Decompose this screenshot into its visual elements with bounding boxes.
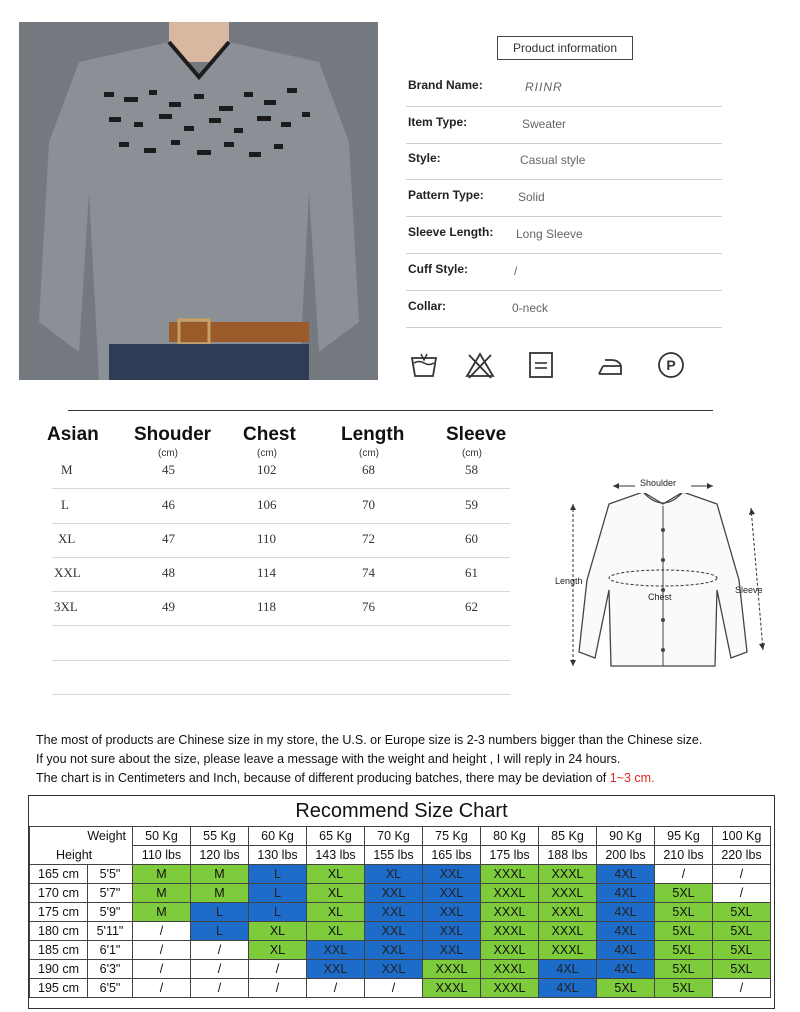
info-label: Pattern Type: xyxy=(408,188,484,202)
height-row xyxy=(30,941,771,960)
size-cell: 59 xyxy=(465,497,478,512)
diagram-label-sleeve: Sleeve xyxy=(735,585,763,595)
recommended-size-cell: / xyxy=(655,865,713,884)
info-row-pattern-type xyxy=(406,180,722,217)
weight-lbs-cell: 220 lbs xyxy=(713,846,771,865)
weight-lbs-cell: 188 lbs xyxy=(539,846,597,865)
height-cm-cell: 170 cm xyxy=(30,884,88,903)
recommended-size-cell: / xyxy=(191,979,249,998)
recommended-size-cell: M xyxy=(133,865,191,884)
recommended-size-cell: 4XL xyxy=(597,941,655,960)
recommended-size-cell: / xyxy=(191,941,249,960)
weight-kg-cell: 60 Kg xyxy=(249,827,307,846)
height-ft-cell: 5'7" xyxy=(88,884,133,903)
recommended-size-cell: / xyxy=(713,979,771,998)
weight-lbs-cell: 110 lbs xyxy=(133,846,191,865)
recommended-size-cell: 4XL xyxy=(539,979,597,998)
info-row-item-type xyxy=(406,107,722,144)
recommended-size-cell: / xyxy=(713,865,771,884)
diagram-label-chest: Chest xyxy=(648,592,672,602)
size-cell: 118 xyxy=(257,599,277,614)
size-row xyxy=(52,523,510,558)
recommended-size-cell: XL xyxy=(307,903,365,922)
height-row xyxy=(30,960,771,979)
recommended-size-cell: 4XL xyxy=(597,903,655,922)
recommended-size-cell: / xyxy=(307,979,365,998)
measurement-diagram xyxy=(551,470,776,675)
col-header-length: Length xyxy=(341,424,405,445)
size-row xyxy=(52,454,510,489)
size-cell: 58 xyxy=(465,462,478,477)
weight-label: Weight xyxy=(87,829,126,844)
height-row xyxy=(30,922,771,941)
iron-icon xyxy=(595,350,625,380)
info-value: 0-neck xyxy=(512,301,549,315)
recommended-size-cell: XXL xyxy=(423,865,481,884)
weight-lbs-cell: 120 lbs xyxy=(191,846,249,865)
product-photo xyxy=(19,22,378,380)
weight-lbs-cell: 200 lbs xyxy=(597,846,655,865)
dry-flat-icon xyxy=(526,350,556,380)
weight-lbs-cell: 210 lbs xyxy=(655,846,713,865)
sweater-model-illustration xyxy=(19,22,378,380)
recommended-size-cell: / xyxy=(133,979,191,998)
col-header-shoulder: Shouder xyxy=(134,424,212,445)
weight-lbs-cell: 155 lbs xyxy=(365,846,423,865)
recommended-size-cell: / xyxy=(133,941,191,960)
height-header-cell xyxy=(30,846,133,865)
recommended-size-cell: 5XL xyxy=(655,884,713,903)
recommended-size-cell: L xyxy=(191,903,249,922)
height-ft-cell: 5'5" xyxy=(88,865,133,884)
recommended-size-cell: XL xyxy=(307,922,365,941)
recommended-size-cell: 5XL xyxy=(655,903,713,922)
recommended-size-cell: 4XL xyxy=(597,960,655,979)
recommended-size-cell: XXXL xyxy=(423,979,481,998)
size-cell: 72 xyxy=(362,531,375,546)
recommended-size-cell: XXXL xyxy=(423,960,481,979)
height-label: Height xyxy=(56,847,93,862)
recommended-size-cell: 4XL xyxy=(597,922,655,941)
dry-clean-icon xyxy=(656,350,686,380)
size-cell: 49 xyxy=(162,599,175,614)
recommended-size-cell: XXXL xyxy=(481,960,539,979)
size-cell: 3XL xyxy=(54,599,78,614)
recommended-size-cell: XXXL xyxy=(539,922,597,941)
info-row-brand xyxy=(406,70,722,107)
weight-kg-cell: 85 Kg xyxy=(539,827,597,846)
size-row-empty xyxy=(52,660,510,695)
recommended-size-cell: / xyxy=(191,960,249,979)
recommended-size-cell: 5XL xyxy=(655,922,713,941)
note-line-2: If you not sure about the size, please leave a message with the weight and height , I will reply in 24 hours. xyxy=(36,752,621,766)
recommended-size-cell: XXL xyxy=(307,941,365,960)
recommended-size-cell: XXXL xyxy=(481,865,539,884)
recommended-size-cell: XXL xyxy=(365,922,423,941)
recommended-size-cell: XXL xyxy=(423,903,481,922)
size-cell: 102 xyxy=(257,462,277,477)
size-row xyxy=(52,489,510,524)
recommended-size-cell: XXL xyxy=(365,884,423,903)
info-row-style xyxy=(406,143,722,180)
recommended-size-cell: L xyxy=(249,903,307,922)
weight-kg-cell: 50 Kg xyxy=(133,827,191,846)
weight-lbs-cell: 130 lbs xyxy=(249,846,307,865)
weight-lbs-cell: 143 lbs xyxy=(307,846,365,865)
weight-kg-cell: 90 Kg xyxy=(597,827,655,846)
recommended-size-cell: / xyxy=(249,979,307,998)
weight-kg-row xyxy=(30,827,771,846)
recommended-size-cell: XXXL xyxy=(539,884,597,903)
recommended-size-cell: XXL xyxy=(423,922,481,941)
note-line-3-text: The chart is in Centimeters and Inch, because of different producing batches, there may be deviation of xyxy=(36,771,610,785)
recommended-size-cell: XXXL xyxy=(539,903,597,922)
size-cell: XXL xyxy=(54,565,81,580)
unit-label: (cm) xyxy=(462,448,482,459)
recommended-size-cell: 5XL xyxy=(655,941,713,960)
col-header-chest: Chest xyxy=(243,424,296,445)
col-header-sleeve: Sleeve xyxy=(446,424,507,445)
height-cm-cell: 195 cm xyxy=(30,979,88,998)
weight-lbs-cell: 175 lbs xyxy=(481,846,539,865)
recommended-size-cell: XL xyxy=(307,884,365,903)
recommended-size-cell: XXXL xyxy=(539,865,597,884)
recommended-size-cell: 4XL xyxy=(539,960,597,979)
recommended-size-cell: XXL xyxy=(307,960,365,979)
recommended-size-cell: L xyxy=(249,884,307,903)
size-cell: 46 xyxy=(162,497,175,512)
weight-lbs-cell: 165 lbs xyxy=(423,846,481,865)
weight-kg-cell: 75 Kg xyxy=(423,827,481,846)
size-cell: 47 xyxy=(162,531,175,546)
size-cell: L xyxy=(61,497,69,512)
hand-wash-icon xyxy=(409,350,439,380)
height-cm-cell: 175 cm xyxy=(30,903,88,922)
info-label: Style: xyxy=(408,151,441,165)
recommended-size-cell: 5XL xyxy=(713,960,771,979)
size-cell: M xyxy=(61,462,73,477)
info-value: Long Sleeve xyxy=(516,227,583,241)
note-deviation: 1~3 cm. xyxy=(609,771,655,785)
height-ft-cell: 5'11" xyxy=(88,922,133,941)
size-cell: XL xyxy=(58,531,76,546)
info-row-collar xyxy=(406,291,722,328)
recommended-size-cell: / xyxy=(133,922,191,941)
info-value: / xyxy=(514,264,518,278)
size-cell: 76 xyxy=(362,599,375,614)
info-label: Item Type: xyxy=(408,115,468,129)
size-cell: 68 xyxy=(362,462,375,477)
no-bleach-icon xyxy=(465,350,495,380)
recommended-size-cell: 4XL xyxy=(597,884,655,903)
recommended-size-cell: XL xyxy=(249,941,307,960)
height-row xyxy=(30,865,771,884)
weight-lbs-row xyxy=(30,846,771,865)
recommended-size-cell: XL xyxy=(365,865,423,884)
recommended-size-cell: XXXL xyxy=(539,941,597,960)
recommended-size-cell: XL xyxy=(249,922,307,941)
recommended-size-cell: L xyxy=(191,922,249,941)
product-info-title xyxy=(497,36,633,60)
height-ft-cell: 6'5" xyxy=(88,979,133,998)
recommended-size-cell: XXXL xyxy=(481,922,539,941)
size-cell: 48 xyxy=(162,565,175,580)
recommended-size-cell: XXL xyxy=(365,903,423,922)
note-line-3 xyxy=(36,771,655,785)
recommended-size-cell: 5XL xyxy=(655,960,713,979)
info-value: Solid xyxy=(518,190,545,204)
recommended-size-cell: / xyxy=(713,884,771,903)
diagram-label-length: Length xyxy=(555,576,583,586)
info-row-cuff-style xyxy=(406,254,722,291)
recommended-size-cell: XL xyxy=(307,865,365,884)
size-cell: 70 xyxy=(362,497,375,512)
recommended-size-cell: M xyxy=(191,865,249,884)
size-cell: 61 xyxy=(465,565,478,580)
recommended-size-cell: / xyxy=(249,960,307,979)
recommended-size-cell: XXL xyxy=(365,960,423,979)
size-cell: 74 xyxy=(362,565,375,580)
size-cell: 114 xyxy=(257,565,277,580)
recommended-size-cell: 5XL xyxy=(597,979,655,998)
recommended-size-cell: 5XL xyxy=(713,903,771,922)
info-label: Collar: xyxy=(408,299,447,313)
recommended-size-cell: XXXL xyxy=(481,903,539,922)
recommended-size-cell: 4XL xyxy=(597,865,655,884)
info-value: Casual style xyxy=(520,153,586,167)
height-cm-cell: 185 cm xyxy=(30,941,88,960)
info-label: Sleeve Length: xyxy=(408,225,494,239)
col-header-asian: Asian xyxy=(47,424,99,445)
size-cell: 62 xyxy=(465,599,478,614)
height-row xyxy=(30,903,771,922)
height-cm-cell: 180 cm xyxy=(30,922,88,941)
unit-label: (cm) xyxy=(257,448,277,459)
info-row-sleeve-length xyxy=(406,217,722,254)
info-value: RIINR xyxy=(525,80,563,94)
recommended-size-cell: XXL xyxy=(365,941,423,960)
info-value: Sweater xyxy=(522,117,567,131)
recommended-size-cell: M xyxy=(191,884,249,903)
recommend-size-chart xyxy=(28,795,775,1009)
size-cell: 45 xyxy=(162,462,175,477)
size-row-empty xyxy=(52,626,510,661)
weight-kg-cell: 55 Kg xyxy=(191,827,249,846)
weight-kg-cell: 100 Kg xyxy=(713,827,771,846)
note-line-1: The most of products are Chinese size in my store, the U.S. or Europe size is 2-3 numbers bigger than the Chinese size. xyxy=(36,733,703,747)
weight-kg-cell: 80 Kg xyxy=(481,827,539,846)
section-divider xyxy=(68,410,713,411)
recommended-size-cell: M xyxy=(133,884,191,903)
info-label: Brand Name: xyxy=(408,78,483,92)
recommended-size-cell: XXXL xyxy=(481,941,539,960)
weight-kg-cell: 70 Kg xyxy=(365,827,423,846)
recommended-size-cell: XXL xyxy=(423,884,481,903)
recommended-size-cell: 5XL xyxy=(655,979,713,998)
recommended-size-cell: 5XL xyxy=(713,941,771,960)
size-row xyxy=(52,591,510,626)
unit-label: (cm) xyxy=(158,448,178,459)
recommend-size-table xyxy=(29,826,771,998)
height-row xyxy=(30,979,771,998)
diagram-label-shoulder: Shoulder xyxy=(640,478,677,488)
height-ft-cell: 6'3" xyxy=(88,960,133,979)
recommended-size-cell: M xyxy=(133,903,191,922)
svg-text:P: P xyxy=(666,357,676,373)
size-row xyxy=(52,557,510,592)
height-ft-cell: 5'9" xyxy=(88,903,133,922)
product-info-title-text: Product information xyxy=(512,41,618,55)
recommended-size-cell: 5XL xyxy=(713,922,771,941)
recommended-size-cell: XXXL xyxy=(481,979,539,998)
size-cell: 106 xyxy=(257,497,277,512)
recommend-chart-title: Recommend Size Chart xyxy=(295,800,508,822)
weight-kg-cell: 65 Kg xyxy=(307,827,365,846)
recommended-size-cell: / xyxy=(365,979,423,998)
height-ft-cell: 6'1" xyxy=(88,941,133,960)
info-label: Cuff Style: xyxy=(408,262,468,276)
unit-label: (cm) xyxy=(359,448,379,459)
size-cell: 110 xyxy=(257,531,277,546)
recommended-size-cell: / xyxy=(133,960,191,979)
recommended-size-cell: XXXL xyxy=(481,884,539,903)
size-cell: 60 xyxy=(465,531,478,546)
height-row xyxy=(30,884,771,903)
recommended-size-cell: XXL xyxy=(423,941,481,960)
recommended-size-cell: L xyxy=(249,865,307,884)
height-cm-cell: 165 cm xyxy=(30,865,88,884)
weight-kg-cell: 95 Kg xyxy=(655,827,713,846)
weight-header-cell xyxy=(30,827,133,846)
height-cm-cell: 190 cm xyxy=(30,960,88,979)
